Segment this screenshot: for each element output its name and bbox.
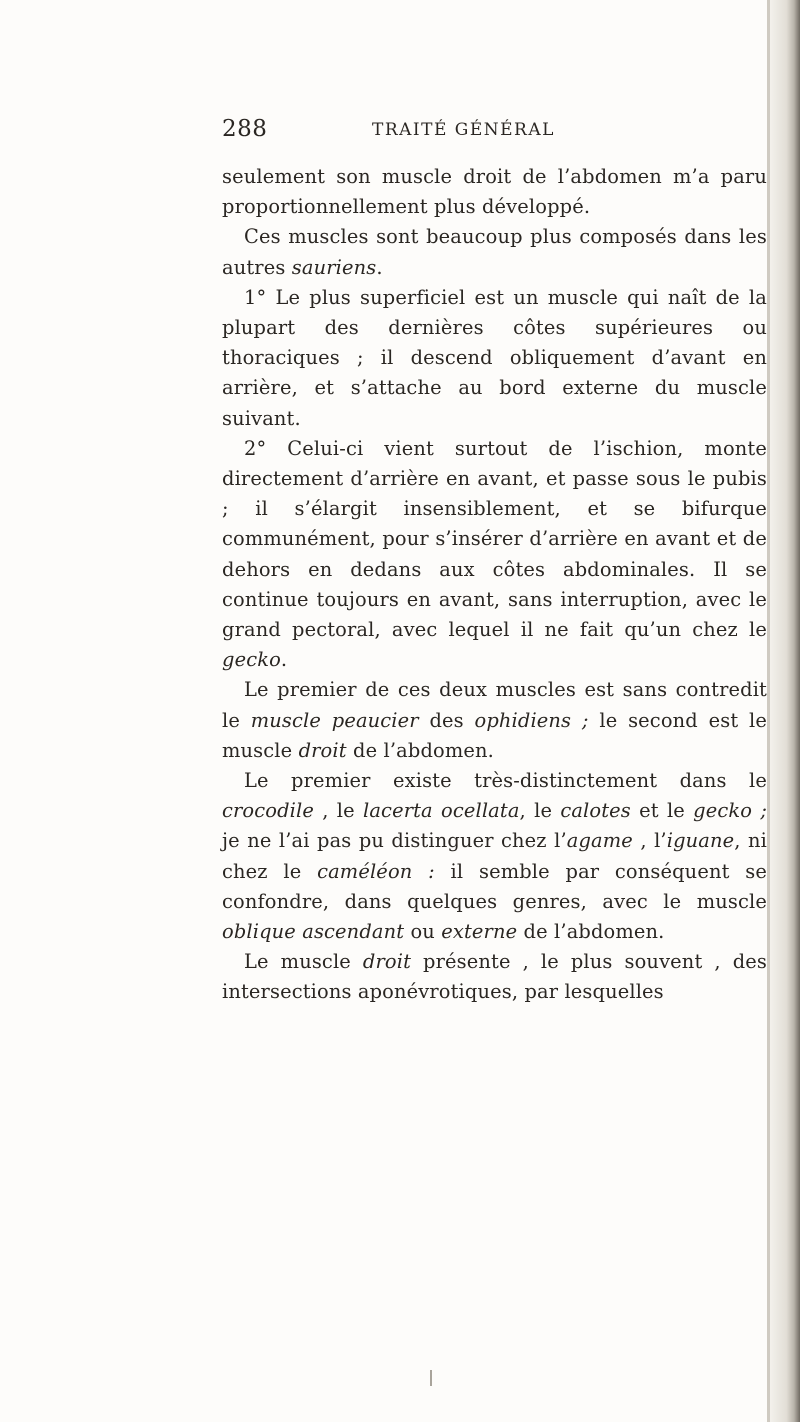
next-page-edge xyxy=(770,0,800,1422)
paragraph-2: Ces muscles sont beaucoup plus composés dans les autres sauriens. xyxy=(222,225,767,279)
page-number: 288 xyxy=(222,116,268,142)
scan-mark xyxy=(430,1370,432,1386)
paragraph-5: Le premier de ces deux muscles est sans contredit le muscle peaucier des ophidiens ; le second est le muscle droit de l’abdomen. xyxy=(222,678,767,762)
paragraph-4: 2° Celui-ci vient surtout de l’ischion, monte directement d’arrière en avant, et passe sous le pubis ; il s’élargit insensiblement, et se bifurque communément, pour s’insérer d’arrière en avant et de dehors en dedans aux côtes abdominales. Il se continue toujours en avant, sans interruption, avec le grand pectoral, avec lequel il ne fait qu’un chez le gecko. xyxy=(222,436,767,672)
running-title: TRAITÉ GÉNÉRAL xyxy=(372,120,555,140)
paragraph-7: Le muscle droit présente , le plus souvent , des intersections aponévrotiques, par lesquelles xyxy=(222,950,767,1004)
paragraph-1: seulement son muscle droit de l’abdomen m’a paru proportionnellement plus développé. xyxy=(222,165,767,219)
page-header xyxy=(222,116,762,156)
paragraph-3: 1° Le plus superficiel est un muscle qui naît de la plupart des dernières côtes supérieures ou thoraciques ; il descend obliquement d’avant en arrière, et s’attache au bord externe du muscle suivant. xyxy=(222,285,767,430)
body-text xyxy=(222,162,767,1008)
paragraph-6: Le premier existe très-distinctement dans le crocodile , le lacerta ocellata, le calotes et le gecko ; je ne l’ai pas pu distinguer chez l’agame , l’iguane, ni chez le caméléon : il semble par conséquent se confondre, dans quelques genres, avec le muscle oblique ascendant ou externe de l’abdomen. xyxy=(222,769,768,944)
